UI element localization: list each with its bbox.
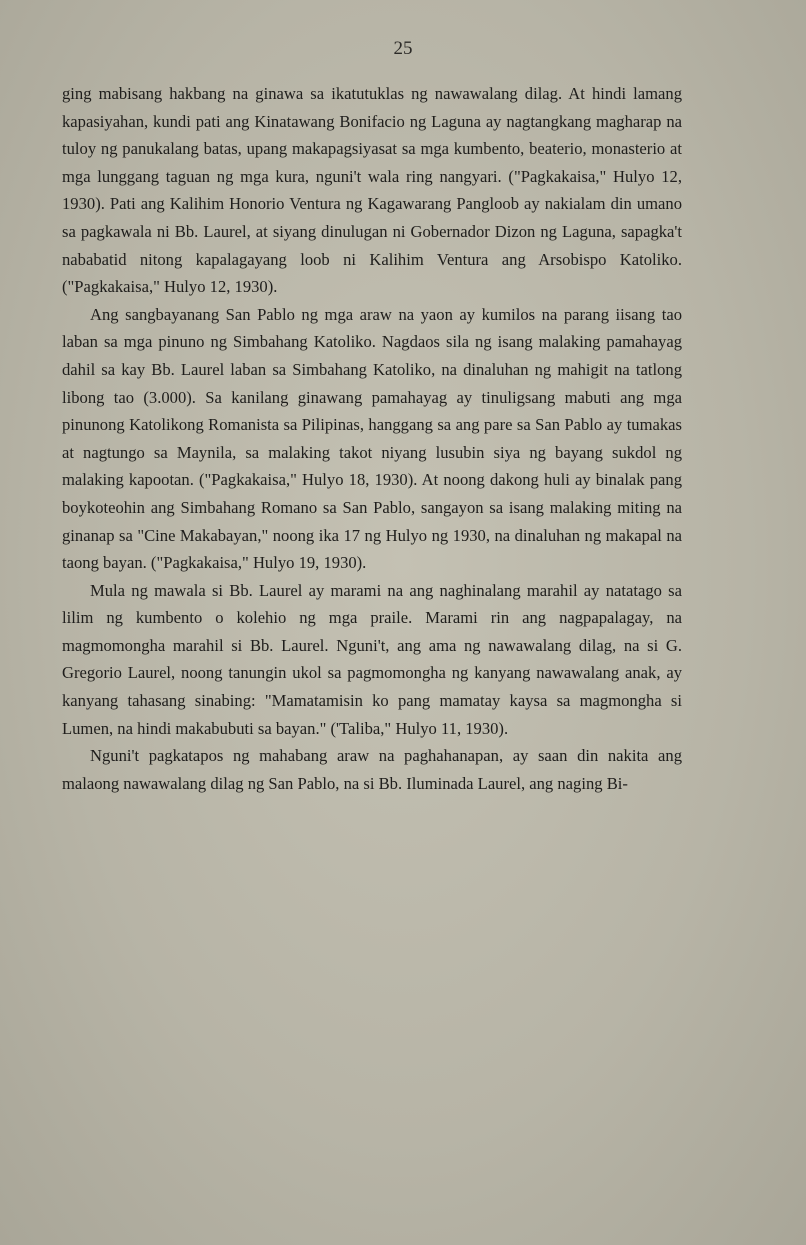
page-number: 25 bbox=[393, 38, 413, 59]
paragraph: Mula ng mawala si Bb. Laurel ay marami na ang naghinalang marahil ay natatago sa lilim ng kumbento o kolehio ng mga praile. Marami rin ang nagpapalagay, na magmomongha marahil si Bb. Laurel. Nguni't, ang ama ng nawawalang dilag, na si G. Gregorio Laurel, noong tanungin ukol sa pagmomongha ng kanyang nawawalang anak, ay kanyang tahasang sinabing: "Mamatamisin ko pang mamatay kaysa sa magmongha si Lumen, na hindi makabubuti sa bayan." ('Taliba," Hulyo 11, 1930). bbox=[62, 580, 682, 738]
paragraph: Ang sangbayanang San Pablo ng mga araw na yaon ay kumilos na parang iisang tao laban sa mga pinuno ng Simbahang Katoliko. Nagdaos sila ng isang malaking pamahayag dahil sa kay Bb. Laurel laban sa Simbahang Katoliko, na dinaluhan ng mahigit na tatlong libong tao (3.000). Sa kanilang ginawang pamahayag ay tinuligsang mabuti ang mga pinunong Katolikong Romanista sa Pilipinas, hanggang sa ang pare sa San Pablo ay tumakas at nagtungo sa Maynila, sa malaking takot niyang lusubin siya ng bayang sukdol ng malaking kapootan. ("Pagkakaisa," Hulyo 18, 1930). At noong dakong huli ay binalak pang boykoteohin ang Simbahang Romano sa San Pablo, sangayon sa isang malaking miting na ginanap sa "Cine Makabayan," noong ika 17 ng Hulyo ng 1930, na dinaluhan ng makapal na taong bayan. ("Pagkakaisa," Hulyo 19, 1930). bbox=[62, 304, 682, 573]
paragraph: ging mabisang hakbang na ginawa sa ikatutuklas ng nawawalang dilag. At hindi lamang kapasiyahan, kundi pati ang Kinatawang Bonifacio ng Laguna ay nagtangkang magharap na tuloy ng panukalang batas, upang makapagsiyasat sa mga kumbento, beaterio, monasterio at mga lunggang taguan ng mga kura, nguni't wala ring nangyari. ("Pagkakaisa," Hulyo 12, 1930). Pati ang Kalihim Honorio Ventura ng Kagawarang Pangloob ay nakialam din umano sa pagkawala ni Bb. Laurel, at siyang dinulugan ni Gobernador Dizon ng Laguna, sapagka't nababatid nitong kapalagayang loob ni Kalihim Ventura ang Arsobispo Katoliko. ("Pagkakaisa," Hulyo 12, 1930). bbox=[62, 84, 682, 297]
paragraph: Nguni't pagkatapos ng mahabang araw na paghahanapan, ay saan din nakita ang malaong nawawalang dilag ng San Pablo, na si Bb. Iluminada Laurel, ang naging Bi- bbox=[62, 746, 682, 793]
body-text bbox=[62, 80, 682, 797]
